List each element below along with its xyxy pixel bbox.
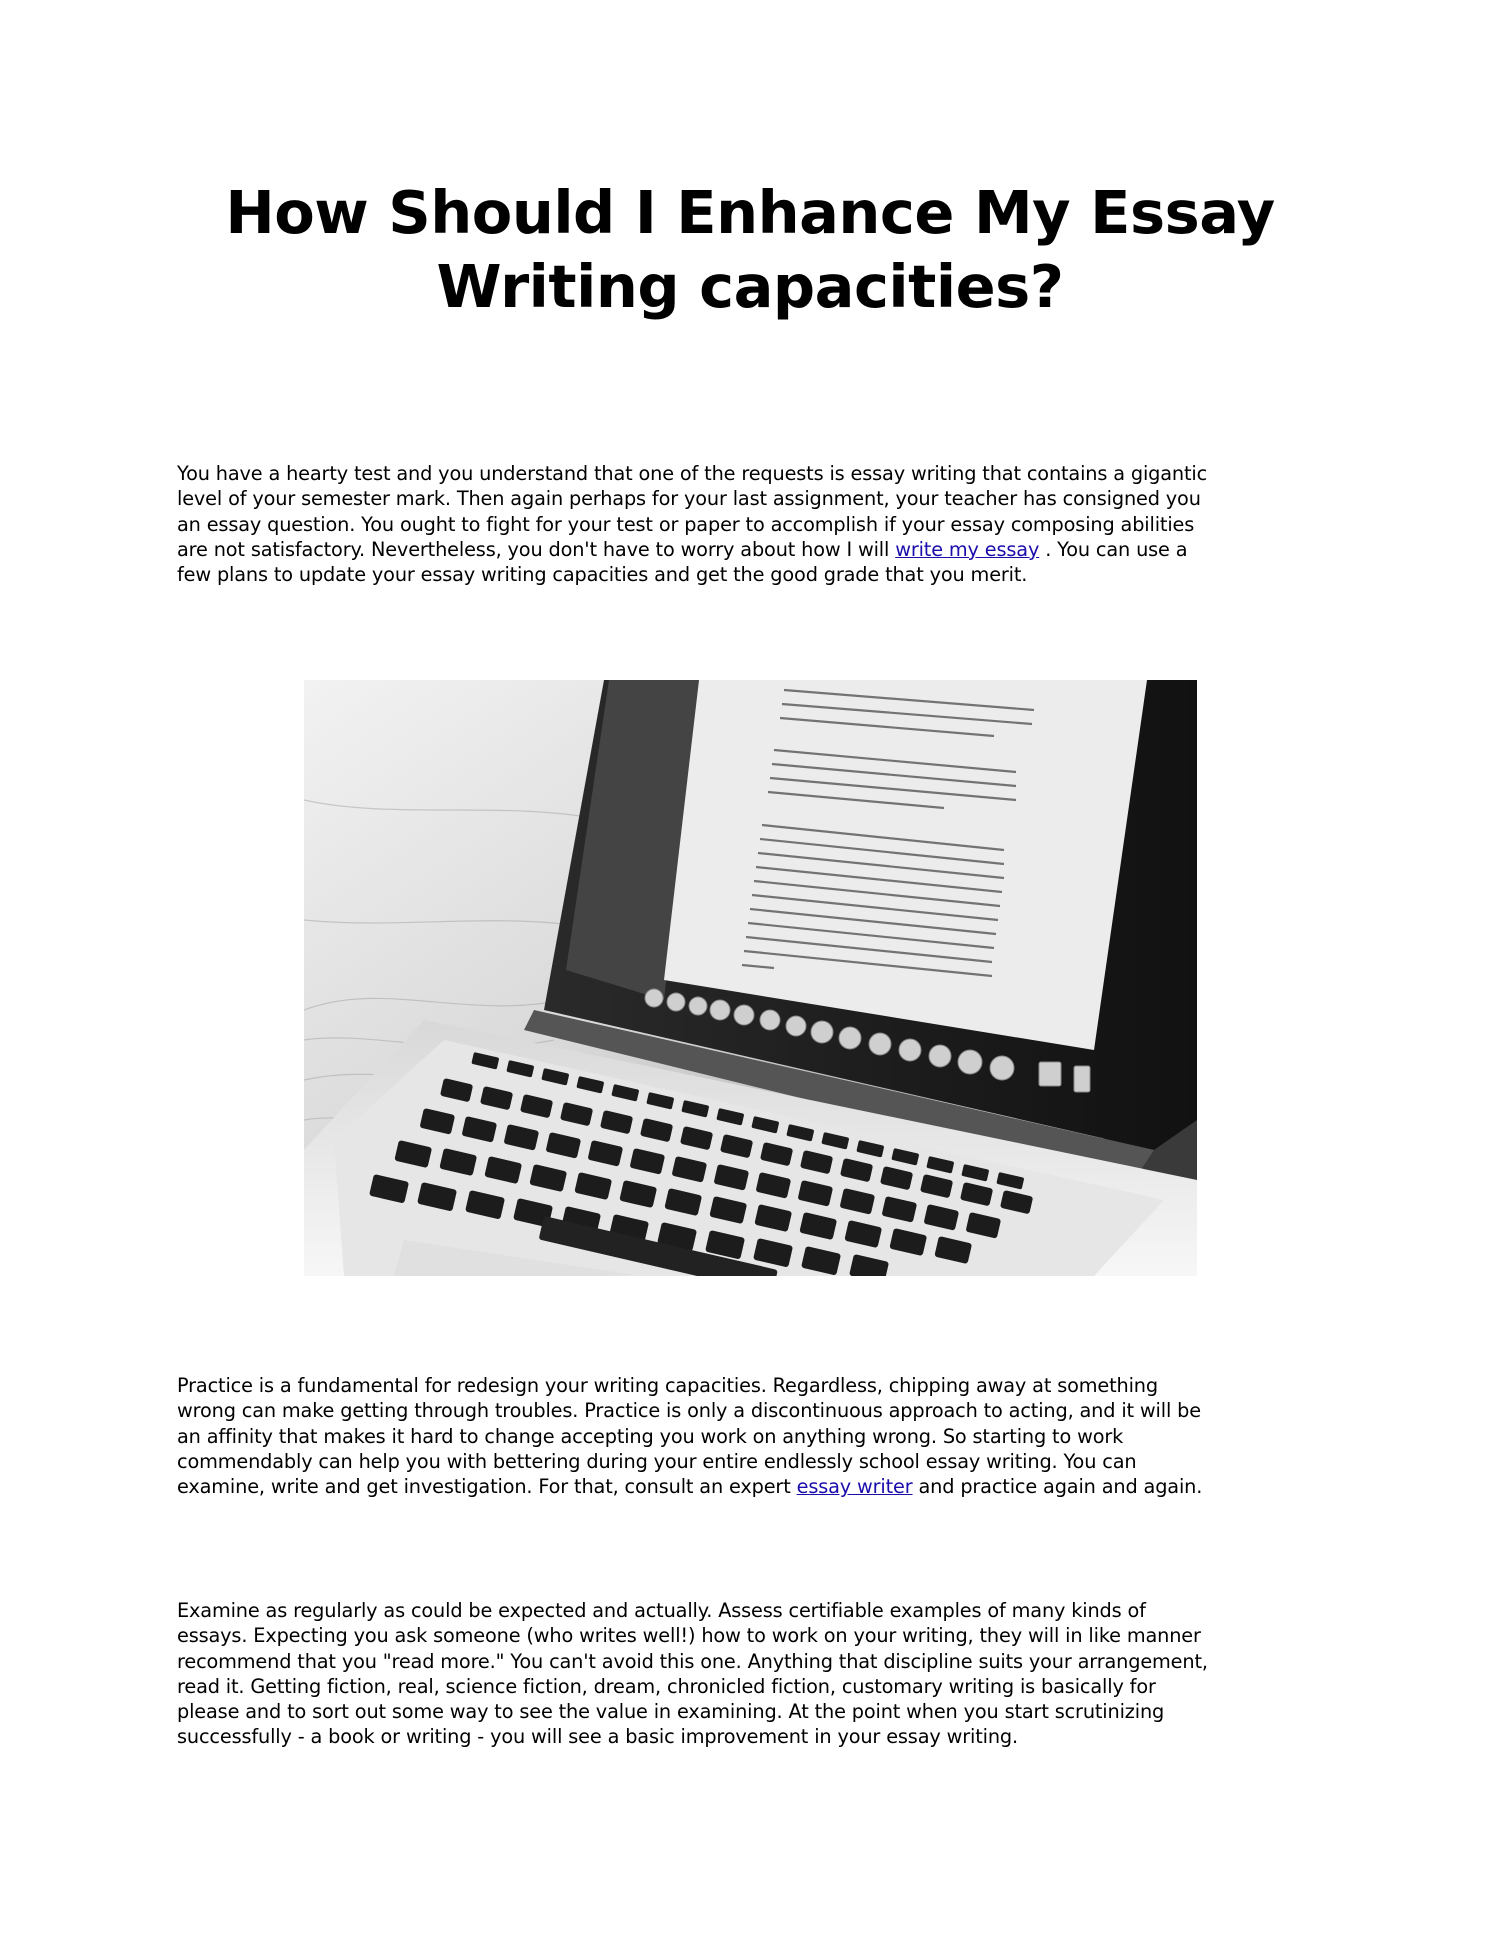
paragraph-practice	[177, 1373, 1337, 1499]
laptop-illustration-icon	[304, 680, 1197, 1276]
paragraph-intro	[177, 461, 1337, 587]
text-before-link: are not satisfactory. Nevertheless, you don't have to worry about how I will	[177, 537, 896, 561]
paragraph-line: commendably can help you with bettering during your entire endlessly school essay writing. You can	[177, 1449, 1137, 1473]
paragraph-line: level of your semester mark. Then again perhaps for your last assignment, your teacher has consigned you	[177, 487, 1201, 511]
paragraph-line: You have a hearty test and you understand that one of the requests is essay writing that contains a gigantic	[177, 462, 1208, 485]
paragraph-line: essays. Expecting you ask someone (who writes well!) how to work on your writing, they will in like manner	[177, 1624, 1201, 1648]
paragraph-line: an affinity that makes it hard to change accepting you work on anything wrong. So starting to work	[177, 1424, 1124, 1448]
title-line-1: How Should I Enhance My Essay	[225, 178, 1275, 247]
paragraph-line: recommend that you "read more." You can't avoid this one. Anything that discipline suits your arrangement,	[177, 1649, 1208, 1673]
page-title	[150, 176, 1350, 324]
paragraph-line: successfully - a book or writing - you will see a basic improvement in your essay writing.	[177, 1725, 1018, 1749]
paragraph-line: Examine as regularly as could be expected and actually. Assess certifiable examples of many kinds of	[177, 1599, 1146, 1622]
paragraph-line: an essay question. You ought to fight for your test or paper to accomplish if your essay composing abilities	[177, 512, 1195, 536]
write-my-essay-link[interactable]: write my essay	[895, 537, 1040, 561]
paragraph-line: wrong can make getting through troubles. Practice is only a discontinuous approach to acting, and it will be	[177, 1399, 1201, 1423]
paragraph-line: read it. Getting fiction, real, science fiction, dream, chronicled fiction, customary writing is basically for	[177, 1674, 1156, 1698]
text-after-link: and practice again and again.	[912, 1475, 1203, 1499]
paragraph-line: few plans to update your essay writing capacities and get the good grade that you merit.	[177, 563, 1028, 587]
essay-writer-link[interactable]: essay writer	[796, 1475, 913, 1499]
paragraph-reading	[177, 1598, 1337, 1750]
paragraph-line-with-link	[177, 537, 1337, 562]
paragraph-line: Practice is a fundamental for redesign your writing capacities. Regardless, chipping away at something	[177, 1374, 1158, 1397]
laptop-photo	[304, 680, 1197, 1276]
text-before-link: examine, write and get investigation. For that, consult an expert	[177, 1475, 797, 1499]
title-line-2: Writing capacities?	[436, 252, 1064, 321]
paragraph-line: please and to sort out some way to see the value in examining. At the point when you start scrutinizing	[177, 1700, 1165, 1724]
text-after-link: . You can use a	[1039, 537, 1188, 561]
paragraph-line-with-link	[177, 1474, 1337, 1499]
